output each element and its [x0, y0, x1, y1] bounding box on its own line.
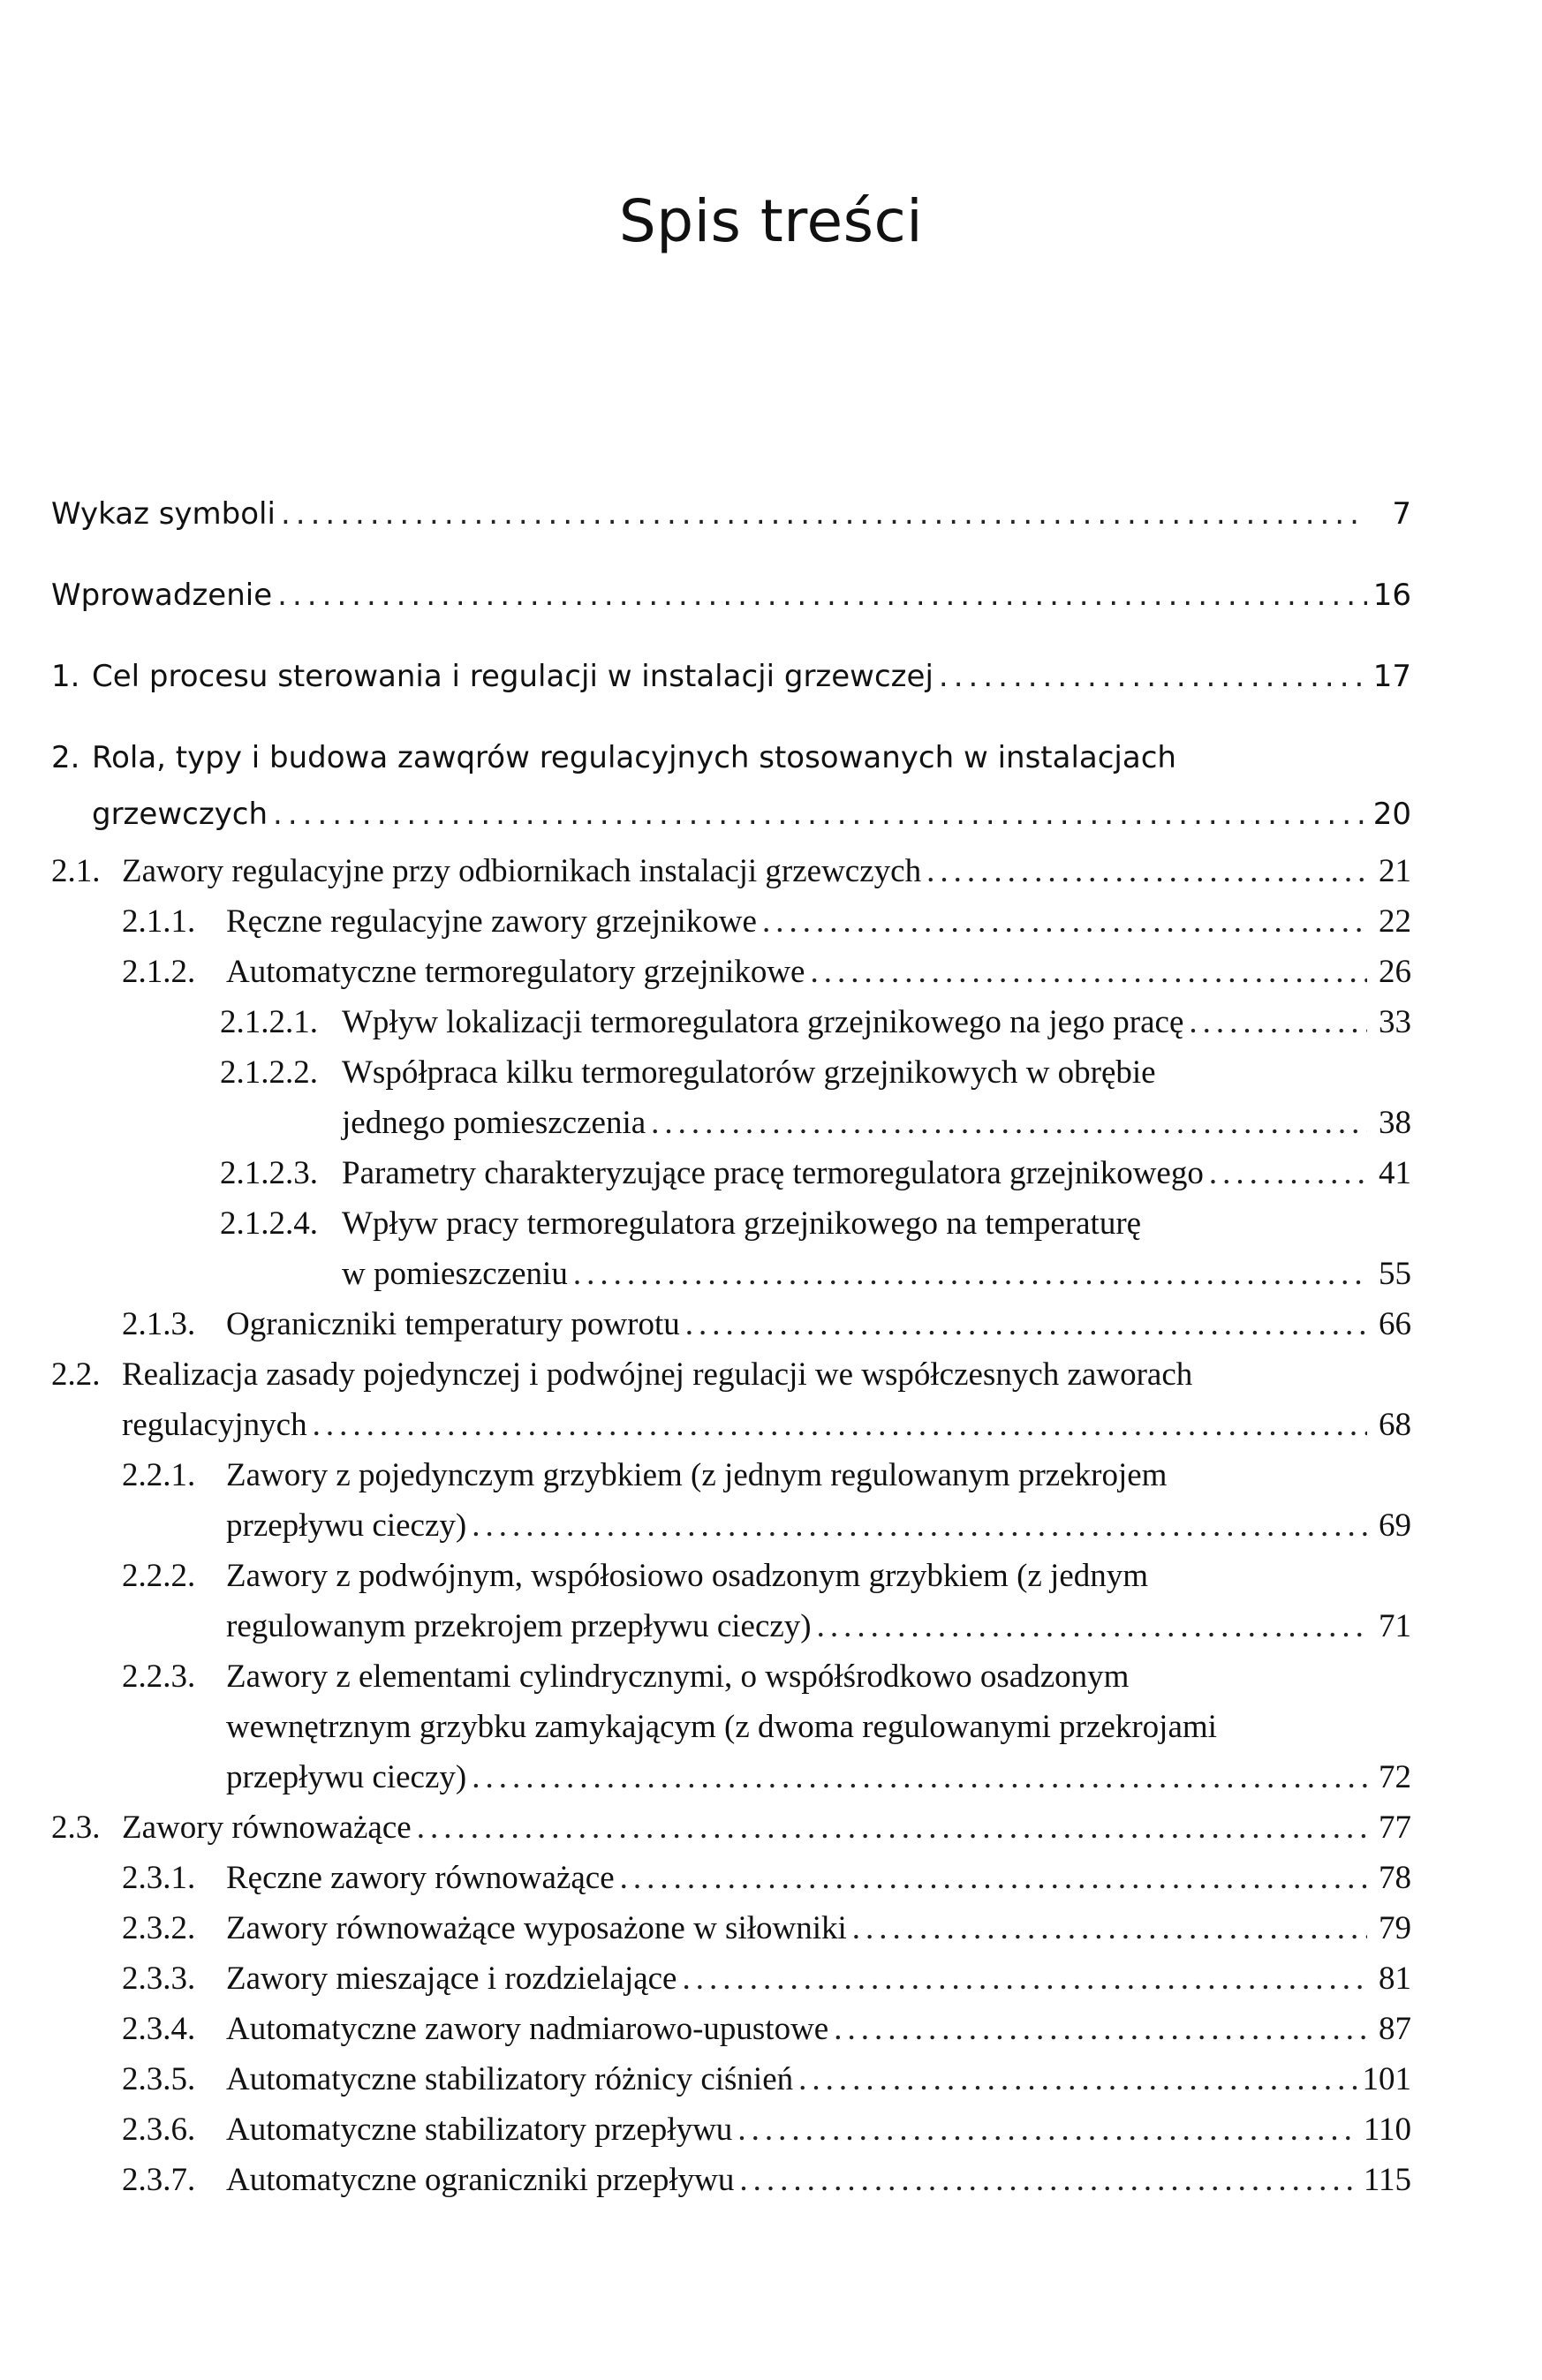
- toc-entry-page: 66: [1379, 1306, 1411, 1342]
- toc-entry-page: 87: [1379, 2011, 1411, 2047]
- toc-entry-title: przepływu cieczy): [226, 1759, 467, 1795]
- toc-entry-number: 2.3.3.: [122, 1961, 196, 1997]
- toc-entry-title-line: Zawory z elementami cylindrycznymi, o współśrodkowo osadzonym: [226, 1658, 1130, 1695]
- toc-entry-title: grzewczych: [92, 797, 268, 832]
- toc-entry-page: 17: [1372, 659, 1411, 694]
- toc-entry-number: 2.1.1.: [122, 903, 196, 940]
- dot-leader: [926, 846, 1367, 896]
- dot-leader: [682, 1953, 1367, 2004]
- toc-entry[interactable]: [51, 1148, 1411, 1198]
- toc-entry-page: 72: [1379, 1759, 1411, 1795]
- dot-leader: [620, 1853, 1367, 1903]
- dot-leader: [810, 947, 1367, 997]
- toc-entry-page: 21: [1379, 853, 1411, 889]
- dot-leader: [739, 2155, 1358, 2205]
- dot-leader: [573, 1249, 1367, 1299]
- toc-entry-title: Automatyczne termoregulatory grzejnikowe: [226, 954, 805, 990]
- dot-leader: [685, 1299, 1367, 1349]
- dot-leader: [273, 786, 1367, 842]
- toc-entry-number: 2.3.2.: [122, 1910, 196, 1946]
- toc-entry-page: 77: [1379, 1810, 1411, 1846]
- dot-leader: [281, 486, 1367, 542]
- toc-entry[interactable]: [51, 486, 1411, 542]
- toc-entry-number: 2.1.2.4.: [220, 1205, 318, 1242]
- toc-entry[interactable]: [51, 1953, 1411, 2004]
- toc-entry[interactable]: [51, 846, 1411, 896]
- toc-entry[interactable]: [51, 947, 1411, 997]
- toc-entry-page: 69: [1379, 1507, 1411, 1544]
- toc-entry[interactable]: [51, 1853, 1411, 1903]
- toc-entry-number: 2.1.2.2.: [220, 1054, 318, 1091]
- toc-entry-page: 41: [1379, 1155, 1411, 1191]
- toc-entry-number: 2.3.5.: [122, 2061, 196, 2097]
- dot-leader: [651, 1098, 1367, 1148]
- toc-entry-title-line: Współpraca kilku termoregulatorów grzejnikowych w obrębie: [342, 1054, 1156, 1091]
- toc-entry-title-line: Realizacja zasady pojedynczej i podwójnej regulacji we współczesnych zaworach: [122, 1356, 1193, 1393]
- toc-entry-number: 2.1.2.1.: [220, 1004, 318, 1040]
- toc-entry-title-line: Zawory z pojedynczym grzybkiem (z jednym regulowanym przekrojem: [226, 1457, 1168, 1493]
- toc-entry[interactable]: [51, 997, 1411, 1047]
- toc-entry-title: Zawory regulacyjne przy odbiornikach instalacji grzewczych: [122, 853, 922, 889]
- toc-entry-title: Cel procesu sterowania i regulacji w instalacji grzewczej: [92, 659, 934, 694]
- toc-entry[interactable]: [51, 1299, 1411, 1349]
- toc-entry-title: Zawory równoważące: [122, 1810, 412, 1846]
- toc-entry-title: Automatyczne stabilizatory różnicy ciśnień: [226, 2061, 794, 2097]
- toc-entry-page: 16: [1372, 578, 1411, 613]
- toc-entry-title: regulacyjnych: [122, 1407, 307, 1443]
- toc-entry-title: Zawory równoważące wyposażone w siłowniki: [226, 1910, 847, 1946]
- dot-leader: [277, 567, 1367, 623]
- dot-leader: [472, 1500, 1367, 1551]
- toc-entry-number: 2.3.1.: [122, 1860, 196, 1896]
- toc-entry-number: 2.2.1.: [122, 1457, 196, 1493]
- toc-entry-page: 26: [1379, 954, 1411, 990]
- dot-leader: [939, 648, 1367, 705]
- toc-entry-number: 2.1.2.3.: [220, 1155, 318, 1191]
- toc-entry-page: 71: [1379, 1608, 1411, 1644]
- toc-entry-number: 2.3.6.: [122, 2112, 196, 2148]
- dot-leader: [417, 1802, 1367, 1853]
- toc-entry-page: 22: [1379, 903, 1411, 940]
- toc-entry[interactable]: [51, 896, 1411, 947]
- toc-entry[interactable]: [51, 2104, 1411, 2155]
- toc-entry-title: Automatyczne ograniczniki przepływu: [226, 2162, 735, 2198]
- toc-entry-page: 33: [1379, 1004, 1411, 1040]
- toc-entry-page: 68: [1379, 1407, 1411, 1443]
- toc-entry-number: 2.3.: [51, 1810, 101, 1846]
- toc-entry[interactable]: [51, 648, 1411, 705]
- toc-entry[interactable]: [51, 1802, 1411, 1853]
- toc-entry-page: 101: [1362, 2061, 1411, 2097]
- toc-entry[interactable]: [51, 1450, 1411, 1551]
- toc-entry-title: regulowanym przekrojem przepływu cieczy): [226, 1608, 812, 1644]
- toc-entry-title: Wprowadzenie: [51, 578, 273, 613]
- toc-entry[interactable]: [51, 2004, 1411, 2054]
- toc-entry[interactable]: [51, 1651, 1411, 1802]
- toc-entry-title: Ręczne zawory równoważące: [226, 1860, 615, 1896]
- toc-entry-number: 2.: [51, 740, 80, 775]
- toc-entry-page: 79: [1379, 1910, 1411, 1946]
- dot-leader: [313, 1400, 1367, 1450]
- toc-entry-title: w pomieszczeniu: [342, 1256, 568, 1292]
- toc-entry-title-line: Rola, typy i budowa zawqrów regulacyjnych stosowanych w instalacjach: [92, 740, 1176, 775]
- toc-entry-page: 115: [1363, 2162, 1411, 2198]
- dot-leader: [1189, 997, 1367, 1047]
- toc-entry-title: Automatyczne zawory nadmiarowo-upustowe: [226, 2011, 829, 2047]
- toc-entry-number: 2.3.7.: [122, 2162, 196, 2198]
- toc-entry[interactable]: [51, 1349, 1411, 1450]
- toc-entry-number: 2.2.3.: [122, 1658, 196, 1695]
- page-title: Spis treści: [618, 187, 924, 255]
- toc-entry[interactable]: [51, 567, 1411, 623]
- toc-entry[interactable]: [51, 729, 1411, 842]
- toc-entry[interactable]: [51, 1551, 1411, 1651]
- dot-leader: [798, 2054, 1357, 2104]
- dot-leader: [834, 2004, 1367, 2054]
- toc-entry[interactable]: [51, 1198, 1411, 1299]
- toc-entry-title: Wykaz symboli: [51, 496, 276, 532]
- toc-entry-number: 2.1.3.: [122, 1306, 196, 1342]
- toc-entry-page: 110: [1363, 2112, 1411, 2148]
- toc-entry-title: Parametry charakteryzujące pracę termoregulatora grzejnikowego: [342, 1155, 1204, 1191]
- toc-entry-page: 78: [1379, 1860, 1411, 1896]
- toc-entry-number: 2.1.: [51, 853, 101, 889]
- toc-entry[interactable]: [51, 1047, 1411, 1148]
- toc-entry-number: 2.3.4.: [122, 2011, 196, 2047]
- dot-leader: [762, 896, 1367, 947]
- dot-leader: [817, 1601, 1367, 1651]
- toc-entry-number: 1.: [51, 659, 80, 694]
- dot-leader: [737, 2104, 1358, 2155]
- toc-entry-title: Ręczne regulacyjne zawory grzejnikowe: [226, 903, 757, 940]
- toc-entry-number: 2.2.2.: [122, 1558, 196, 1594]
- toc-entry-page: 55: [1379, 1256, 1411, 1292]
- toc-entry-title-line: Zawory z podwójnym, współosiowo osadzonym grzybkiem (z jednym: [226, 1558, 1149, 1594]
- toc-entry[interactable]: [51, 2155, 1411, 2205]
- toc-entry-title-line: wewnętrznym grzybku zamykającym (z dwoma regulowanymi przekrojami: [226, 1709, 1217, 1745]
- toc-entry-number: 2.2.: [51, 1356, 101, 1393]
- toc-entry[interactable]: [51, 2054, 1411, 2104]
- toc-entry-title: jednego pomieszczenia: [342, 1105, 646, 1141]
- toc-entry-number: 2.1.2.: [122, 954, 196, 990]
- dot-leader: [472, 1752, 1367, 1802]
- toc-entry-title: Zawory mieszające i rozdzielające: [226, 1961, 677, 1997]
- toc-entry-page: 7: [1392, 496, 1411, 532]
- dot-leader: [852, 1903, 1367, 1953]
- dot-leader: [1209, 1148, 1367, 1198]
- toc-entry-page: 38: [1379, 1105, 1411, 1141]
- toc-entry-title: Automatyczne stabilizatory przepływu: [226, 2112, 733, 2148]
- toc-entry-page: 81: [1379, 1961, 1411, 1997]
- toc-entry-title: Wpływ lokalizacji termoregulatora grzejnikowego na jego pracę: [342, 1004, 1184, 1040]
- toc-entry-title: przepływu cieczy): [226, 1507, 467, 1544]
- toc-entry-page: 20: [1372, 797, 1411, 832]
- toc-entry[interactable]: [51, 1903, 1411, 1953]
- toc-entry-title-line: Wpływ pracy termoregulatora grzejnikowego na temperaturę: [342, 1205, 1142, 1242]
- toc-entry-title: Ograniczniki temperatury powrotu: [226, 1306, 680, 1342]
